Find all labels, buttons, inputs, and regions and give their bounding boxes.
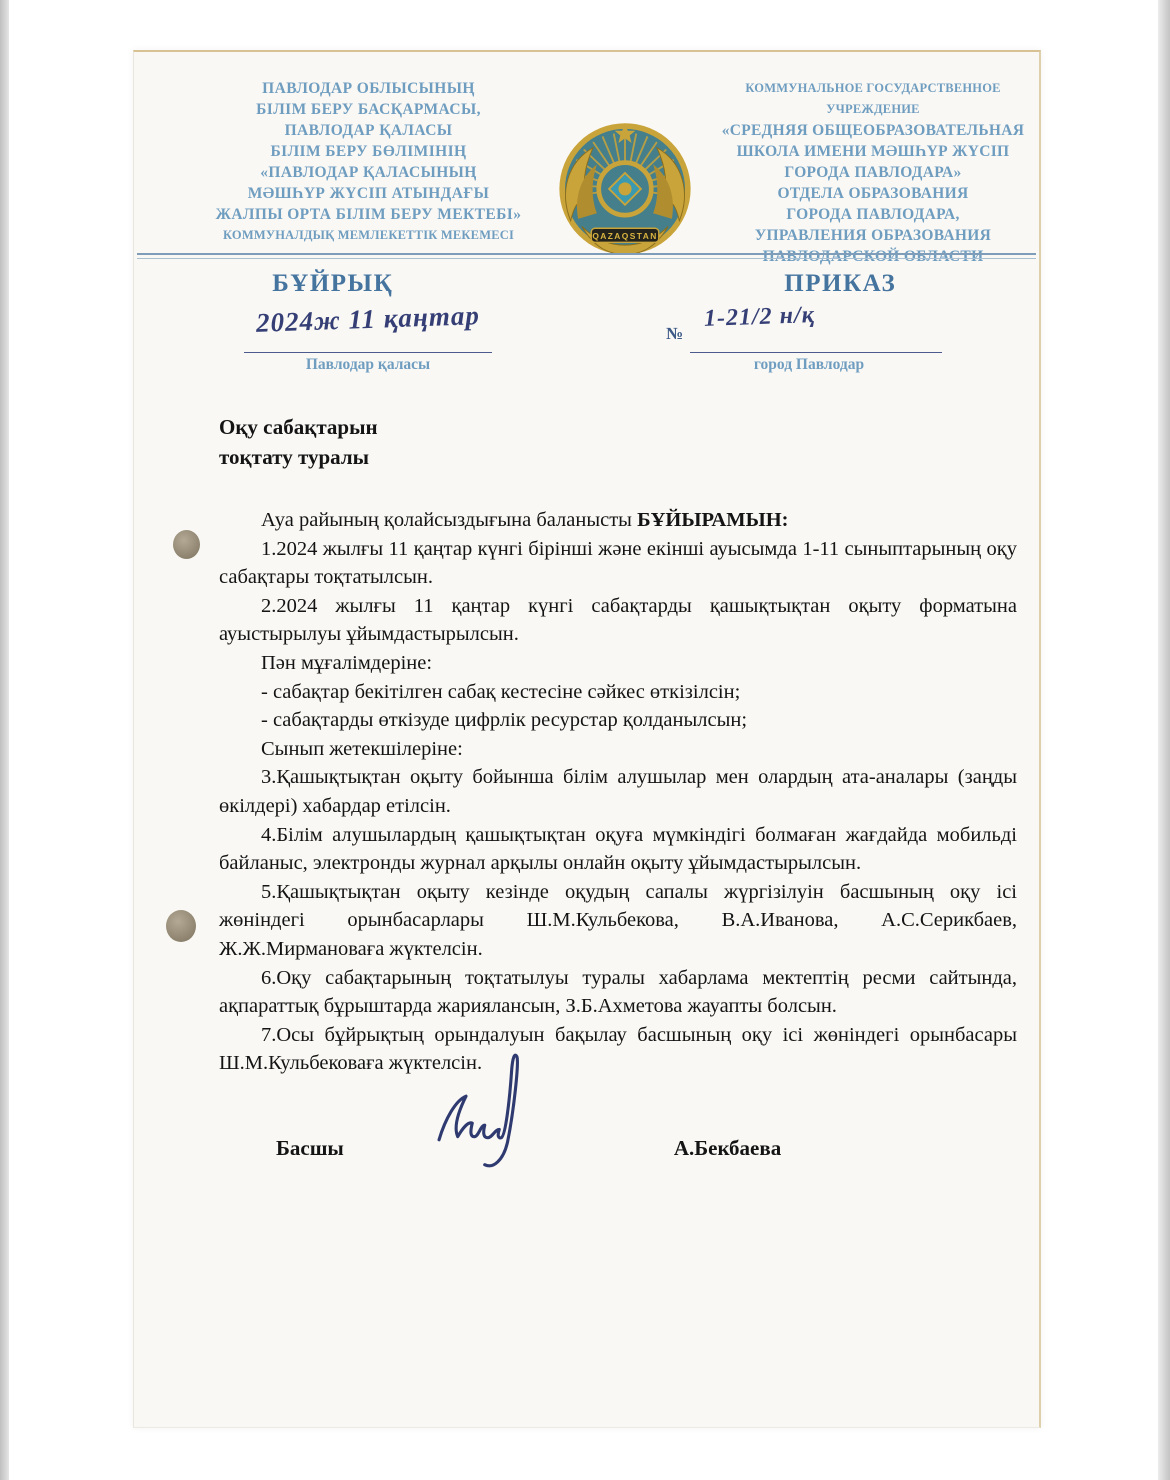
letterhead-russian	[717, 78, 1029, 267]
signer-name: А.Бекбаева	[673, 1135, 782, 1160]
letterhead-kazakh	[196, 78, 541, 246]
letterhead	[134, 78, 1039, 268]
order-number-field	[690, 304, 942, 353]
letterhead-ru-line: ПАВЛОДАРСКОЙ ОБЛАСТИ	[762, 248, 984, 265]
letterhead-divider-rule	[137, 253, 1036, 259]
subject-line-1: Оқу сабақтарын	[219, 415, 378, 439]
order-paragraph-3: 3.Қашықтықтан оқыту бойынша білім алушылар мен олардың ата-аналары (заңды өкілдері) хабардар етілсін.	[219, 766, 1017, 817]
order-paragraph-6: 6.Оқу сабақтарының тоқтатылуы туралы хабарлама мектептің ресми сайтында, ақпараттық бұрыштарда жариялансын, З.Б.Ахметова жауапты болсын.	[219, 966, 1017, 1018]
letterhead-kk-line: «ПАВЛОДАР ҚАЛАСЫНЫҢ	[260, 164, 477, 181]
letterhead-kk-line: ПАВЛОДАР ОБЛЫСЫНЫҢ	[262, 80, 475, 97]
intro-directive-word: БҰЙЫРАМЫН:	[637, 509, 789, 531]
order-paragraph-teachers-heading: Пән мұғалімдеріне:	[261, 651, 433, 674]
emblem-banner-text: QAZAQSTAN	[592, 231, 658, 242]
document-sheet	[133, 50, 1041, 1428]
kazakhstan-state-emblem-icon	[550, 106, 700, 268]
order-titles	[134, 270, 1039, 298]
order-paragraph-1: 1.2024 жылғы 11 қаңтар күнгі бірінші және екінші ауысымда 1-11 сыныптарының оқу сабақтары тоқтатылсын.	[219, 537, 1017, 589]
place-label-russian: город Павлодар	[753, 356, 865, 373]
letterhead-ru-line: ГОРОДА ПАВЛОДАРА,	[786, 206, 960, 223]
handwritten-date: 2024ж 11 қаңтар	[255, 300, 481, 338]
hole-punch-top	[173, 530, 200, 559]
letterhead-ru-line: КОММУНАЛЬНОЕ ГОСУДАРСТВЕННОЕ УЧРЕЖДЕНИЕ	[745, 81, 1001, 116]
scan-edge-right	[1158, 0, 1170, 1480]
order-body	[219, 412, 1017, 1161]
place-label-kazakh: Павлодар қаласы	[305, 356, 431, 373]
order-paragraph-7: 7.Осы бұйрықтың орындалуын бақылау басшының оқу ісі жөніндегі орынбасары Ш.М.Кульбековаға жүктелсін.	[219, 1023, 1017, 1075]
letterhead-ru-line: ОТДЕЛА ОБРАЗОВАНИЯ	[777, 185, 969, 202]
order-title-russian: ПРИКАЗ	[784, 270, 897, 297]
handwritten-order-number: 1-21/2 н/қ	[703, 302, 816, 332]
letterhead-kk-line: БІЛІМ БЕРУ БАСҚАРМАСЫ,	[256, 101, 481, 118]
handwritten-signature-icon	[426, 1038, 531, 1173]
subject-line-2: тоқтату туралы	[219, 445, 370, 469]
letterhead-ru-line: УПРАВЛЕНИЯ ОБРАЗОВАНИЯ	[754, 227, 992, 244]
order-subject	[219, 412, 1017, 472]
order-paragraph-2: 2.2024 жылғы 11 қаңтар күнгі сабақтарды қашықтықтан оқыту форматына ауыстырылуы ұйымдастырылсын.	[219, 594, 1017, 646]
letterhead-ru-line: ШКОЛА ИМЕНИ МӘШҺҮР ЖҮСІП	[736, 143, 1010, 160]
intro-paragraph	[219, 506, 1017, 535]
order-number-label: №	[666, 324, 684, 343]
order-bullet-2: - сабақтарды өткізуде цифрлік ресурстар қолданылсын;	[261, 709, 748, 732]
letterhead-ru-line: ГОРОДА ПАВЛОДАРА»	[784, 164, 962, 181]
intro-text: Ауа райының қолайсыздығына баланысты	[261, 509, 638, 531]
letterhead-kk-line: КОММУНАЛДЫҚ МЕМЛЕКЕТТІК МЕКЕМЕСІ	[222, 228, 515, 242]
letterhead-ru-line: «СРЕДНЯЯ ОБЩЕОБРАЗОВАТЕЛЬНАЯ	[721, 122, 1025, 139]
letterhead-kk-line: МӘШҺҮР ЖҮСІП АТЫНДАҒЫ	[247, 185, 490, 202]
order-title-kazakh: БҰЙРЫҚ	[272, 270, 394, 297]
signer-role: Басшы	[276, 1135, 344, 1160]
order-bullet-1: - сабақтар бекітілген сабақ кестесіне сәйкес өткізілсін;	[261, 680, 741, 703]
letterhead-kk-line: ЖАЛПЫ ОРТА БІЛІМ БЕРУ МЕКТЕБІ»	[215, 206, 522, 223]
order-paragraph-class-leaders-heading: Сынып жетекшілеріне:	[261, 737, 463, 760]
order-paragraph-4: 4.Білім алушылардың қашықтықтан оқуға мүмкіндігі болмаған жағдайда мобильді байланыс, электронды журнал арқылы онлайн оқыту ұйымдастырылсын.	[219, 823, 1017, 875]
signature-block	[219, 1136, 1017, 1161]
emblem-container	[541, 78, 709, 268]
letterhead-kk-line: ПАВЛОДАР ҚАЛАСЫ	[284, 122, 453, 139]
order-paragraph-5: 5.Қашықтықтан оқыту кезінде оқудың сапалы жүргізілуін басшының оқу ісі жөніндегі орынбасарлары Ш.М.Кульбекова, В.А.Иванова, А.С.Серикбаев, Ж.Ж.Мирмановаға жүктелсін.	[219, 880, 1017, 960]
letterhead-kk-line: БІЛІМ БЕРУ БӨЛІМІНІҢ	[270, 143, 467, 160]
hole-punch-bottom	[166, 910, 196, 942]
order-date-field	[244, 300, 492, 353]
scan-edge-left	[0, 0, 9, 1480]
